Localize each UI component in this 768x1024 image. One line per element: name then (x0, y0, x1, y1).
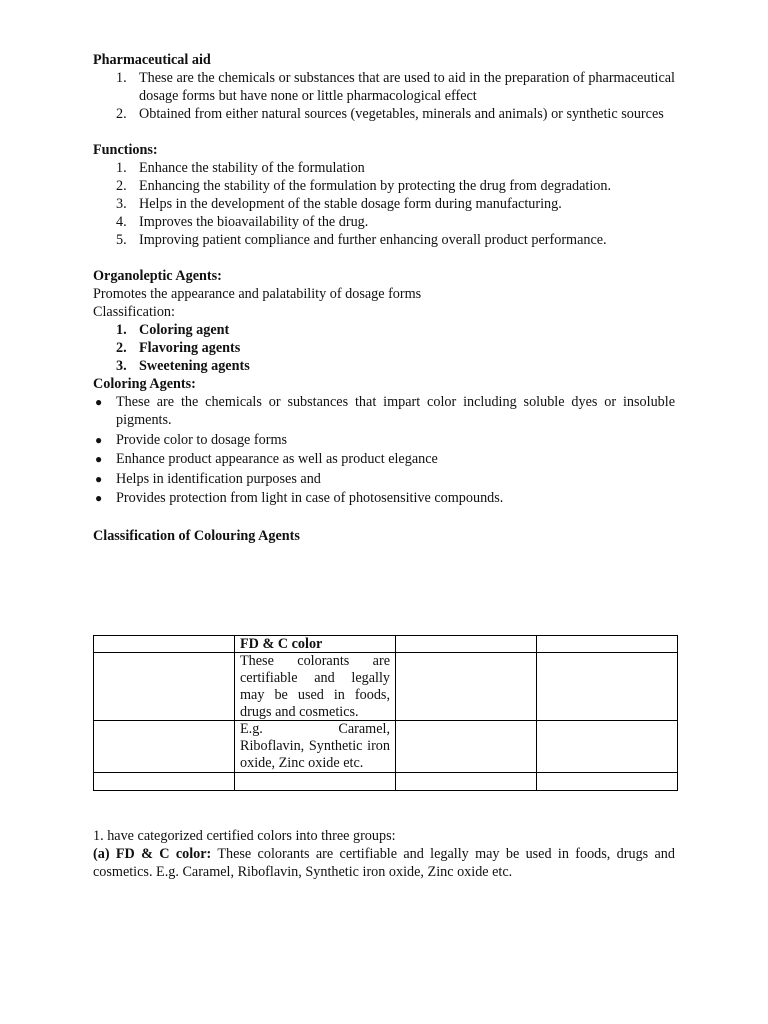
list-item-text: Improves the bioavailability of the drug. (139, 214, 369, 230)
table-cell (94, 635, 235, 653)
list-item (93, 339, 675, 357)
list-item (93, 177, 675, 195)
list-number: 1. (116, 322, 127, 338)
table-cell (94, 772, 235, 790)
table-row (94, 772, 678, 790)
organoleptic-description: Promotes the appearance and palatability of dosage forms (93, 286, 422, 302)
table-cell: These colorants are certifiable and legally may be used in foods, drugs and cosmetics. (235, 653, 396, 721)
table-cell (537, 772, 678, 790)
bullet-icon: ● (95, 491, 103, 505)
list-item-text: Flavoring agents (139, 340, 241, 356)
spacer (93, 123, 675, 141)
list-item-text: These are the chemicals or substances that are used to aid in the preparation of pharmaceutical dosage forms but have none or little pharmacological effect (139, 70, 675, 104)
example-label: E.g. (240, 721, 263, 738)
pharmaceutical-aid-list (93, 69, 675, 123)
list-item (93, 213, 675, 231)
list-item-text: Enhance the stability of the formulation (139, 160, 365, 176)
table-cell (235, 772, 396, 790)
fdc-color-lead: (a) FD & C color: (93, 845, 212, 862)
list-number: 2. (116, 106, 127, 122)
list-item (93, 393, 675, 429)
list-item-text: Enhance product appearance as well as product elegance (116, 451, 438, 467)
colouring-agents-table (93, 635, 678, 791)
list-item-text: Obtained from either natural sources (vegetables, minerals and animals) or synthetic sources (139, 106, 664, 122)
list-item-text: These are the chemicals or substances that impart color including soluble dyes or insoluble pigments. (116, 394, 675, 428)
table-cell (537, 653, 678, 721)
list-number: 3. (116, 358, 127, 374)
table-row (94, 653, 678, 721)
functions-heading: Functions: (93, 142, 158, 158)
table-cell (396, 635, 537, 653)
list-number: 5. (116, 232, 127, 248)
bullet-icon: ● (95, 395, 103, 409)
table-header-cell: FD & C color (235, 635, 396, 653)
list-number: 3. (116, 196, 127, 212)
list-item-text: Provide color to dosage forms (116, 431, 288, 448)
table-cell (396, 653, 537, 721)
classification-label: Classification: (93, 304, 175, 320)
table-cell (94, 721, 235, 772)
list-number: 1. (116, 160, 127, 176)
table-row (94, 721, 678, 772)
document-page (93, 51, 675, 881)
coloring-agents-list (93, 393, 675, 507)
bullet-icon: ● (95, 471, 103, 486)
table-cell (537, 721, 678, 772)
organoleptic-heading: Organoleptic Agents: (93, 268, 222, 284)
list-item (93, 69, 675, 105)
fdc-color-text: These colorants are certifiable and legally may be used in foods, drugs and cosmetics. E.g. Caramel, Riboflavin, Synthetic iron oxide, Zinc oxide etc. (93, 845, 675, 880)
list-item (93, 470, 675, 488)
list-item-text: Improving patient compliance and further enhancing overall product performance. (139, 232, 607, 248)
spacer (93, 791, 675, 827)
list-item (93, 321, 675, 339)
table-row (94, 635, 678, 653)
list-item-text: Provides protection from light in case of photosensitive compounds. (116, 490, 504, 506)
list-item-text: Helps in the development of the stable dosage form during manufacturing. (139, 196, 562, 212)
fdc-color-paragraph (93, 845, 675, 881)
list-number: 2. (116, 178, 127, 194)
list-item (93, 450, 675, 468)
list-item-text: Helps in identification purposes and (116, 470, 321, 487)
list-item (93, 489, 675, 507)
list-number: 4. (116, 214, 127, 230)
table-cell (537, 635, 678, 653)
organoleptic-classification-list (93, 321, 675, 375)
list-item (93, 105, 675, 123)
table-cell (396, 772, 537, 790)
certified-colors-intro: 1. have categorized certified colors into three groups: (93, 827, 396, 844)
table-cell (235, 721, 396, 772)
coloring-agents-heading: Coloring Agents: (93, 376, 196, 392)
table-cell (94, 653, 235, 721)
classification-heading: Classification of Colouring Agents (93, 527, 300, 544)
spacer (93, 249, 675, 267)
table-cell (396, 721, 537, 772)
list-item-text: Enhancing the stability of the formulation by protecting the drug from degradation. (139, 178, 612, 194)
spacer (93, 545, 675, 635)
list-item (93, 195, 675, 213)
list-number: 2. (116, 340, 127, 356)
example-rest: Riboflavin, Synthetic iron oxide, Zinc oxide etc. (240, 738, 390, 772)
example-first: Caramel, (338, 721, 390, 738)
list-item-text: Coloring agent (139, 322, 230, 338)
list-item (93, 231, 675, 249)
bullet-icon: ● (95, 432, 103, 447)
list-item (93, 357, 675, 375)
spacer (93, 509, 675, 527)
bullet-icon: ● (95, 452, 103, 466)
example-line (240, 721, 390, 738)
functions-list (93, 159, 675, 249)
list-item (93, 159, 675, 177)
list-item (93, 431, 675, 449)
list-number: 1. (116, 70, 127, 86)
list-item-text: Sweetening agents (139, 358, 250, 374)
pharmaceutical-aid-heading: Pharmaceutical aid (93, 52, 211, 68)
